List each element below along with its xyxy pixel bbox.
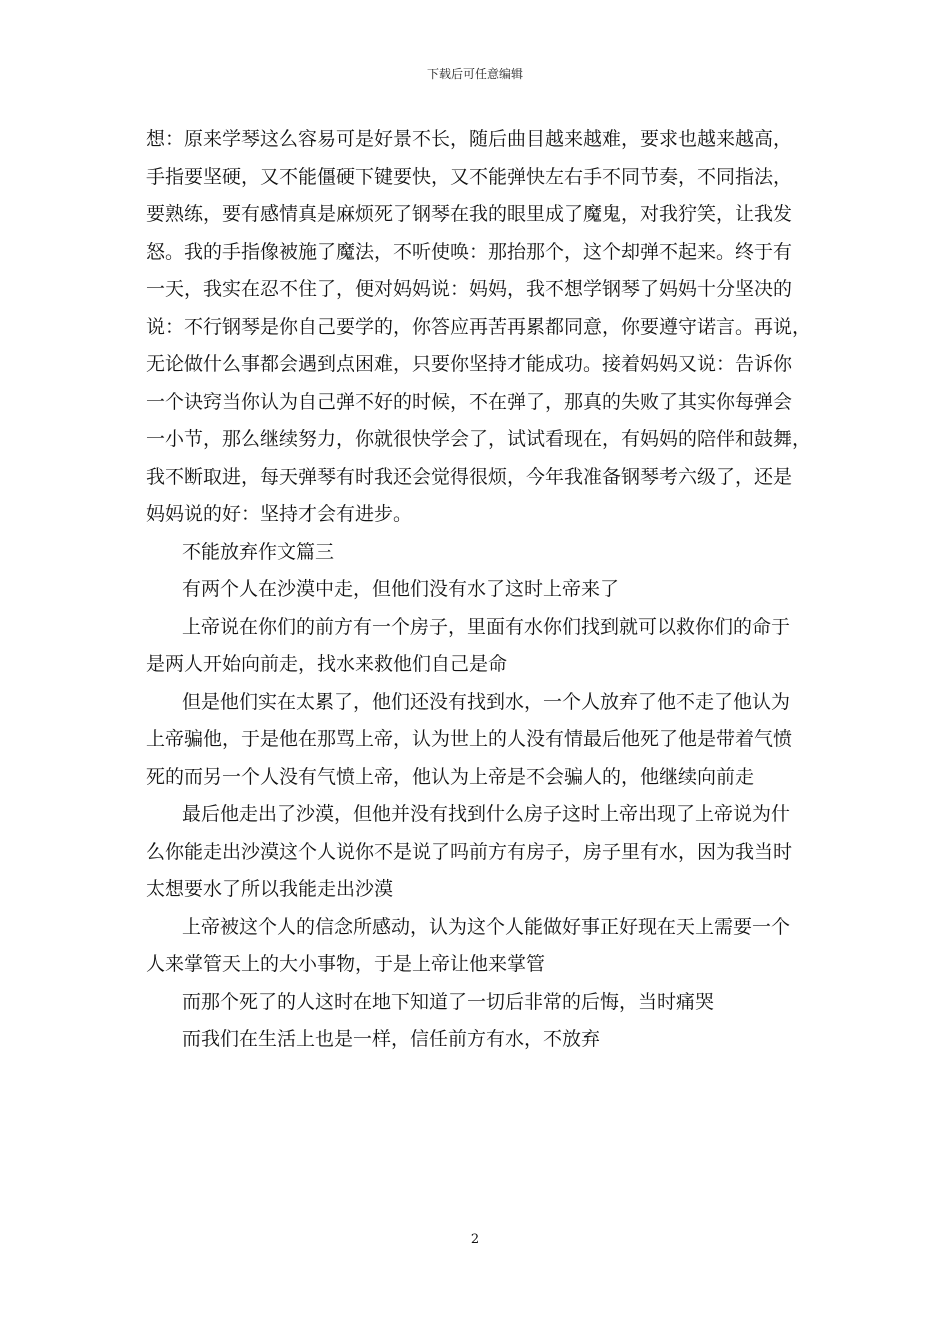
- text-line: 有两个人在沙漠中走，但他们没有水了这时上帝来了: [182, 578, 620, 600]
- text-line: 人来掌管天上的大小事物，于是上帝让他来掌管: [146, 953, 546, 975]
- text-line: 上帝被这个人的信念所感动，认为这个人能做好事正好现在天上需要一个: [182, 915, 791, 938]
- text-line: 上帝骗他，于是他在那骂上帝，认为世上的人没有情最后他死了他是带着气愤: [146, 728, 793, 750]
- text-line: 怒。我的手指像被施了魔法，不听使唤：那抬那个，这个却弹不起来。终于有: [146, 240, 793, 263]
- text-line: 一天，我实在忍不住了，便对妈妈说：妈妈，我不想学钢琴了妈妈十分坚决的: [146, 278, 793, 300]
- text-line: 想：原来学琴这么容易可是好景不长，随后曲目越来越难，要求也越来越高，: [146, 128, 793, 150]
- text-line: 要熟练，要有感情真是麻烦死了钢琴在我的眼里成了魔鬼，对我狞笑，让我发: [146, 203, 793, 225]
- text-line: 是两人开始向前走，找水来救他们自己是命: [146, 653, 508, 675]
- text-line: 太想要水了所以我能走出沙漠: [146, 878, 394, 900]
- text-line: 么你能走出沙漠这个人说你不是说了吗前方有房子，房子里有水，因为我当时: [146, 840, 793, 863]
- text-line: 手指要坚硬，又不能僵硬下键要快，又不能弹快左右手不同节奏，不同指法，: [146, 165, 793, 188]
- text-line: 而那个死了的人这时在地下知道了一切后非常的后悔，当时痛哭: [182, 990, 715, 1013]
- page-number: 2: [470, 1232, 480, 1247]
- text-line: 但是他们实在太累了，他们还没有找到水，一个人放弃了他不走了他认为: [182, 690, 791, 713]
- text-line: 一个诀窍当你认为自己弹不好的时候，不在弹了，那真的失败了其实你每弹会: [146, 390, 793, 413]
- text-line: 无论做什么事都会遇到点困难，只要你坚持才能成功。接着妈妈又说：告诉你: [146, 353, 793, 375]
- document-body: [146, 121, 812, 1059]
- text-line: 一小节，那么继续努力，你就很快学会了，试试看现在，有妈妈的陪伴和鼓舞，: [146, 428, 812, 450]
- text-line: 上帝说在你们的前方有一个房子，里面有水你们找到就可以救你们的命于: [182, 615, 791, 638]
- text-line: 说：不行钢琴是你自己要学的，你答应再苦再累都同意，你要遵守诺言。再说，: [146, 315, 812, 338]
- text-line: 不能放弃作文篇三: [182, 540, 335, 563]
- text-line: 妈妈说的好：坚持才会有进步。: [146, 503, 413, 525]
- text-line: 最后他走出了沙漠，但他并没有找到什么房子这时上帝出现了上帝说为什: [182, 803, 791, 825]
- text-line: 死的而另一个人没有气愤上帝，他认为上帝是不会骗人的，他继续向前走: [146, 765, 755, 788]
- text-line: 而我们在生活上也是一样，信任前方有水，不放弃: [182, 1028, 601, 1050]
- page-header-note: 下载后可任意编辑: [426, 67, 523, 81]
- text-line: 我不断取进，每天弹琴有时我还会觉得很烦，今年我准备钢琴考六级了，还是: [146, 465, 793, 488]
